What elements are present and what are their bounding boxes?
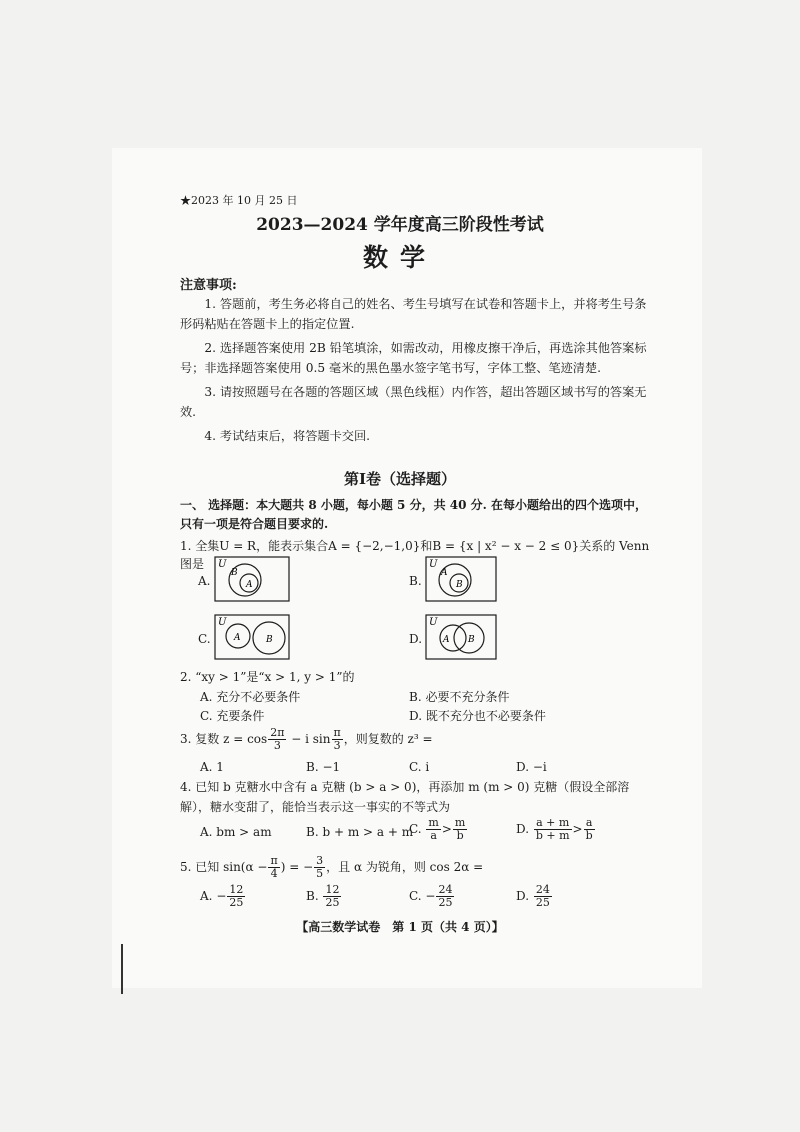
q5-suffix: ，且 α 为锐角，则 cos 2α = — [326, 860, 484, 874]
exam-date: ★2023 年 10 月 25 日 — [180, 194, 298, 207]
q4-c-frac-2 — [453, 817, 467, 842]
part-title: 第Ⅰ卷（选择题） — [343, 470, 457, 488]
q2-option-d: D. 既不充分也不必要条件 — [409, 709, 546, 723]
q5-option-c-frac — [436, 884, 454, 909]
q1-venn-c-a-label: A — [234, 633, 241, 643]
q3-option-a: A. 1 — [200, 760, 224, 774]
q5-option-d — [516, 884, 553, 909]
q5-option-d-frac — [534, 884, 552, 909]
q3-option-b: B. −1 — [306, 760, 341, 774]
q1-venn-d-u-label: U — [429, 617, 438, 628]
q4-d-frac-2 — [584, 817, 595, 842]
q3-option-d: D. −i — [516, 760, 547, 774]
q4-c-op: > — [441, 822, 452, 836]
q5-frac-value — [314, 855, 325, 880]
q5-option-d-num: 24 — [535, 883, 550, 896]
q4-c-frac-1 — [426, 817, 440, 842]
q5-option-b-den: 25 — [325, 896, 340, 909]
q1-venn-b-u-label: U — [429, 559, 438, 570]
notice-item-3: 3. 请按照题号在各题的答题区域（黑色线框）内作答，超出答题区域书写的答案无效. — [180, 385, 647, 419]
q1-venn-d-b-label: B — [468, 635, 475, 645]
section-intro: 一、 选择题：本大题共 8 小题，每小题 5 分，共 40 分. 在每小题给出的四个选项中，只有一项是符合题目要求的. — [180, 498, 648, 531]
q5-option-c-den: 25 — [438, 896, 453, 909]
q5-option-c — [409, 884, 455, 909]
q5-frac-angle-num: π — [270, 854, 278, 867]
q5-option-b — [306, 884, 342, 909]
q4-c-frac-1-den: a — [430, 829, 437, 842]
q4-d-op: > — [572, 822, 583, 836]
q3-mid: − i sin — [287, 732, 331, 746]
q3-option-c: C. i — [409, 760, 430, 774]
q4-option-d — [516, 817, 596, 842]
q1-venn-c-u-label: U — [218, 617, 227, 628]
q5-option-a-den: 25 — [229, 896, 244, 909]
q4-option-d-label: D. — [516, 822, 530, 836]
q1-venn-a — [214, 556, 290, 602]
q5-frac-angle-den: 4 — [270, 867, 278, 880]
q1-venn-a-u-label: U — [218, 559, 227, 570]
q5-option-a-sign: − — [216, 889, 227, 903]
q5-option-a-frac — [227, 884, 245, 909]
notice-item-1: 1. 答题前，考生务必将自己的姓名、考生号填写在试卷和答题卡上，并将考生号条形码粘贴在答题卡上的指定位置. — [180, 297, 647, 331]
q1-venn-b-a-label: A — [441, 568, 448, 578]
q4-c-frac-2-den: b — [456, 829, 464, 842]
q3-frac-1-num: 2π — [270, 726, 285, 739]
q4-option-c-label: C. — [409, 822, 422, 836]
q5-mid: ) = − — [280, 860, 314, 874]
q4-d-frac-2-den: b — [585, 829, 593, 842]
q1-option-a-label: A. — [198, 574, 211, 588]
q1-venn-c — [214, 614, 290, 660]
q1-venn-b-b-label: B — [456, 580, 463, 590]
q2-option-b: B. 必要不充分条件 — [409, 690, 510, 704]
q2-option-a: A. 充分不必要条件 — [200, 690, 301, 704]
notice-item-2: 2. 选择题答案使用 2B 铅笔填涂，如需改动，用橡皮擦干净后，再选涂其他答案标号；非选择题答案使用 0.5 毫米的黑色墨水签字笔书写，字体工整、笔迹清楚. — [180, 341, 647, 375]
q4-c-frac-2-num: m — [454, 816, 466, 829]
q4-d-frac-1 — [534, 817, 572, 842]
q5-frac-angle — [268, 855, 279, 880]
q3-prefix: 3. 复数 z = cos — [180, 732, 268, 746]
q4-d-frac-2-num: a — [584, 817, 595, 830]
q5-option-c-num: 24 — [438, 883, 453, 896]
q4-option-a: A. bm > am — [200, 825, 272, 839]
q5-option-a — [200, 884, 246, 909]
q3-frac-1 — [268, 727, 286, 752]
q5-option-b-label: B. — [306, 889, 319, 903]
notice-heading: 注意事项: — [180, 278, 237, 293]
page-footer: 【高三数学试卷 第 1 页（共 4 页）】 — [296, 920, 504, 934]
q4-d-frac-1-den: b + m — [535, 829, 570, 842]
q5-option-a-label: A. — [200, 889, 213, 903]
q1-option-c-label: C. — [198, 632, 211, 646]
q5-frac-value-den: 5 — [316, 867, 324, 880]
q5-option-d-label: D. — [516, 889, 530, 903]
q3-frac-1-den: 3 — [273, 739, 281, 752]
q5-option-c-sign: − — [425, 889, 436, 903]
q1-venn-c-b-label: B — [266, 635, 273, 645]
notice-item-4: 4. 考试结束后，将答题卡交回. — [204, 429, 371, 443]
q5-option-b-num: 12 — [325, 883, 340, 896]
q3-stem — [180, 727, 650, 752]
q4-stem: 4. 已知 b 克糖水中含有 a 克糖 (b > a > 0)，再添加 m (m > 0) 克糖（假设全部溶解），糖水变甜了，能恰当表示这一事实的不等式为 — [180, 780, 630, 814]
q5-option-b-frac — [323, 884, 341, 909]
q1-venn-a-a-label: A — [246, 580, 253, 590]
subject-title: 数学 — [362, 243, 437, 272]
q1-venn-d-a-label: A — [443, 635, 450, 645]
scan-edge-line — [121, 944, 123, 994]
q1-option-b-label: B. — [409, 574, 422, 588]
q4-option-c — [409, 817, 468, 842]
q4-d-frac-1-num: a + m — [534, 817, 572, 830]
q4-c-frac-1-num: m — [428, 816, 439, 829]
q5-prefix: 5. 已知 sin(α − — [180, 860, 268, 874]
q5-frac-value-num: 3 — [316, 854, 324, 867]
q1-stem: 1. 全集U = R，能表示集合A = {−2,−1,0}和B = {x | x² − x − 2 ≤ 0}关系的 Venn 图是 — [180, 539, 650, 571]
q5-stem — [180, 855, 650, 880]
q3-frac-2-den: 3 — [333, 739, 341, 752]
q1-venn-b — [425, 556, 497, 602]
q4-option-b: B. b + m > a + m — [306, 825, 414, 839]
q3-frac-2 — [332, 727, 343, 752]
q1-venn-a-b-label: B — [231, 568, 238, 578]
q1-option-d-label: D. — [409, 632, 423, 646]
q5-option-a-num: 12 — [229, 883, 244, 896]
q3-suffix: ，则复数的 z³ = — [343, 732, 433, 746]
q5-option-c-label: C. — [409, 889, 422, 903]
exam-title: 2023—2024 学年度高三阶段性考试 — [256, 215, 544, 235]
q2-option-c: C. 充要条件 — [200, 709, 265, 723]
q3-frac-2-num: π — [333, 726, 341, 739]
q5-option-d-den: 25 — [535, 896, 550, 909]
q1-venn-d — [425, 614, 497, 660]
q2-stem: 2. “xy > 1”是“x > 1, y > 1”的 — [180, 670, 355, 684]
